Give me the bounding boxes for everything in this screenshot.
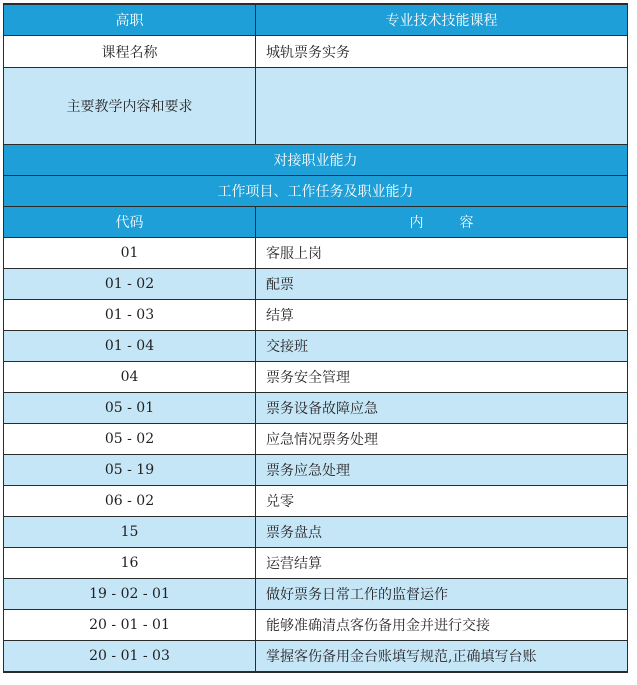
row-code: 01 — [4, 238, 256, 269]
row-content: 票务设备故障应急 — [256, 393, 628, 424]
section-subtitle: 工作项目、工作任务及职业能力 — [4, 176, 628, 207]
row-code: 01 - 04 — [4, 331, 256, 362]
column-header-code: 代码 — [4, 207, 256, 238]
header-category: 专业技术技能课程 — [256, 4, 628, 36]
row-content: 配票 — [256, 269, 628, 300]
requirements-label: 主要教学内容和要求 — [4, 68, 256, 145]
table-row — [4, 517, 628, 548]
data-rows — [4, 238, 628, 673]
table-row — [4, 579, 628, 610]
table-row — [4, 300, 628, 331]
course-name-value: 城轨票务实务 — [256, 36, 628, 68]
column-header-content-b: 容 — [459, 215, 474, 231]
row-code: 05 - 02 — [4, 424, 256, 455]
row-content: 能够准确清点客伤备用金并进行交接 — [256, 610, 628, 641]
row-code: 06 - 02 — [4, 486, 256, 517]
requirements-row — [4, 68, 628, 145]
course-name-row — [4, 36, 628, 68]
table-row — [4, 393, 628, 424]
table-row — [4, 238, 628, 269]
table-row — [4, 641, 628, 673]
row-content: 客服上岗 — [256, 238, 628, 269]
table-row — [4, 455, 628, 486]
section-title-row — [4, 145, 628, 176]
header-level: 高职 — [4, 4, 256, 36]
row-code: 01 - 03 — [4, 300, 256, 331]
row-code: 01 - 02 — [4, 269, 256, 300]
section-subtitle-row — [4, 176, 628, 207]
row-content: 应急情况票务处理 — [256, 424, 628, 455]
section-title: 对接职业能力 — [4, 145, 628, 176]
row-code: 05 - 01 — [4, 393, 256, 424]
row-content: 做好票务日常工作的监督运作 — [256, 579, 628, 610]
row-content: 运营结算 — [256, 548, 628, 579]
row-code: 04 — [4, 362, 256, 393]
course-table — [3, 3, 627, 673]
row-content: 兑零 — [256, 486, 628, 517]
table-row — [4, 331, 628, 362]
row-code: 20 - 01 - 03 — [4, 641, 256, 673]
column-header-content-a: 内 — [409, 215, 424, 231]
table-row — [4, 610, 628, 641]
table-row — [4, 486, 628, 517]
row-content: 结算 — [256, 300, 628, 331]
row-content: 票务安全管理 — [256, 362, 628, 393]
table-row — [4, 269, 628, 300]
table-row — [4, 362, 628, 393]
column-header-row — [4, 207, 628, 238]
table-row — [4, 424, 628, 455]
row-code: 16 — [4, 548, 256, 579]
row-code: 20 - 01 - 01 — [4, 610, 256, 641]
table-header-row — [4, 4, 628, 36]
table-row — [4, 548, 628, 579]
row-code: 19 - 02 - 01 — [4, 579, 256, 610]
course-name-label: 课程名称 — [4, 36, 256, 68]
row-code: 05 - 19 — [4, 455, 256, 486]
row-content: 交接班 — [256, 331, 628, 362]
column-header-content — [256, 207, 628, 238]
requirements-value — [256, 68, 628, 145]
row-content: 票务盘点 — [256, 517, 628, 548]
row-content: 掌握客伤备用金台账填写规范,正确填写台账 — [256, 641, 628, 673]
row-content: 票务应急处理 — [256, 455, 628, 486]
row-code: 15 — [4, 517, 256, 548]
